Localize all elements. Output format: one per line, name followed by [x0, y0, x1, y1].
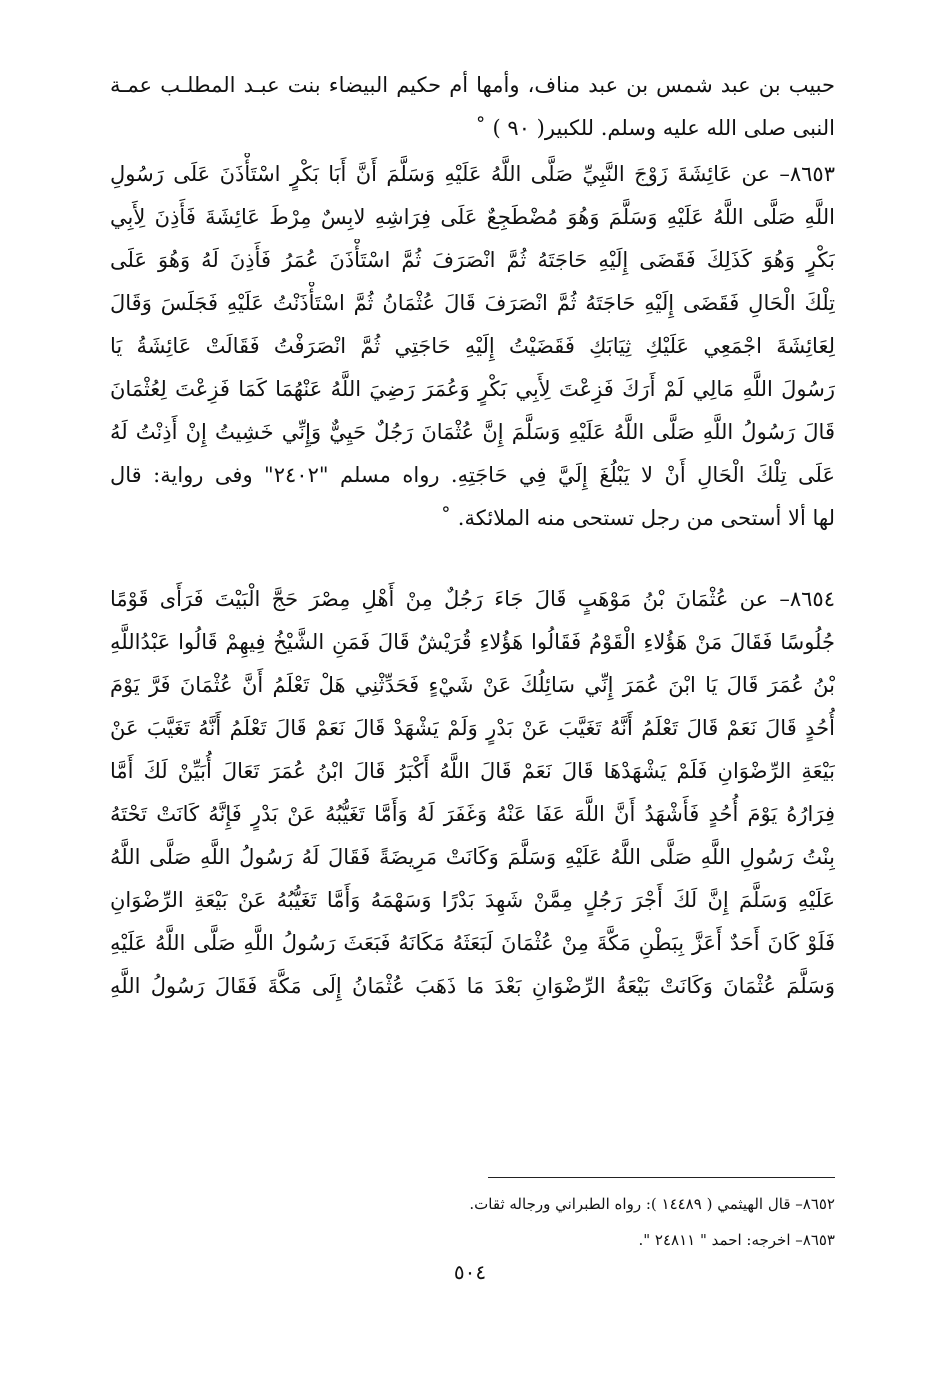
text-line: ٨٦٥٣– عن عَائِشَةَ زَوْجَ النَّبِيِّ صَلَّى اللَّهُ عَلَيْهِ وَسَلَّمَ أَنَّ أَبَا بَكْرٍ اسْتَأْذَنَ عَلَى رَسُولِ	[110, 162, 835, 186]
footnote: ٨٦٥٢– قال الهيثمي ( ١٤٤٨٩ ): رواه الطبراني ورجاله ثقات.	[469, 1195, 835, 1213]
text-line: فِرَارُهُ يَوْمَ أُحُدٍ فَأَشْهَدُ أَنَّ اللَّهَ عَفَا عَنْهُ وَغَفَرَ لَهُ وَأَمَّا تَغَيُّبُهُ عَنْ بَدْرٍ فَإِنَّهُ كَانَتْ تَحْتَهُ	[110, 802, 835, 826]
text-line: قَالَ رَسُولُ اللَّهِ صَلَّى اللَّهُ عَلَيْهِ وَسَلَّمَ إِنَّ عُثْمَانَ رَجُلٌ حَيِيٌّ وَإِنِّي خَشِيتُ إِنْ أَذِنْتُ لَهُ	[110, 420, 835, 444]
text-line: لها ألا أستحى من رجل تستحى منه الملائكة. ˚	[440, 506, 835, 530]
text-line: بِنْتُ رَسُولِ اللَّهِ صَلَّى اللَّهُ عَلَيْهِ وَسَلَّمَ وَكَانَتْ مَرِيضَةً فَقَالَ لَهُ رَسُولُ اللَّهِ صَلَّى اللَّهُ	[110, 845, 835, 869]
text-line: وَسَلَّمَ عُثْمَانَ وَكَانَتْ بَيْعَةُ الرِّضْوَانِ بَعْدَ مَا ذَهَبَ عُثْمَانُ إِلَى مَكَّةَ فَقَالَ رَسُولُ اللَّهِ	[110, 974, 835, 998]
text-line: عَلَيْهِ وَسَلَّمَ إِنَّ لَكَ أَجْرَ رَجُلٍ مِمَّنْ شَهِدَ بَدْرًا وَسَهْمَهُ وَأَمَّا تَغَيُّبُهُ عَنْ بَيْعَةِ الرِّضْوَانِ	[110, 888, 835, 912]
text-line: ٨٦٥٤– عن عُثْمَانَ بْنُ مَوْهَبٍ قَالَ جَاءَ رَجُلٌ مِنْ أَهْلِ مِصْرَ حَجَّ الْبَيْتَ فَرَأَى قَوْمًا	[110, 587, 835, 611]
text-line: عَلَى تِلْكَ الْحَالِ أَنْ لا يَبْلُغَ إِلَيَّ فِي حَاجَتِهِ. رواه مسلم "٢٤٠٢" وفى رواية: قال	[110, 463, 835, 487]
text-line: بْنُ عُمَرَ قَالَ يَا ابْنَ عُمَرَ إِنِّي سَائِلُكَ عَنْ شَيْءٍ فَحَدِّثْنِي هَلْ تَعْلَمُ أَنَّ عُثْمَانَ فَرَّ يَوْمَ	[110, 673, 835, 697]
footnotes	[110, 1186, 835, 1258]
text-line: رَسُولَ اللَّهِ مَالِي لَمْ أَرَكَ فَزِعْتَ لِأَبِي بَكْرٍ وَعُمَرَ رَضِيَ اللَّهُ عَنْهُمَا كَمَا فَزِعْتَ لِعُثْمَانَ	[110, 377, 835, 401]
text-line: تِلْكَ الْحَالِ فَقَضَى إِلَيْهِ حَاجَتَهُ ثُمَّ انْصَرَفَ قَالَ عُثْمَانُ ثُمَّ اسْتَأْذَنْتُ عَلَيْهِ فَجَلَسَ وَقَالَ	[110, 291, 835, 315]
hadith-8654	[110, 578, 835, 1008]
text-line: النبى صلى الله عليه وسلم. للكبير( ٩٠ ) ˚	[475, 116, 835, 140]
text-line: حبيب بن عبد شمس بن عبد مناف، وأمها أم حكيم البيضاء بنت عبـد المطلـب عمـة	[110, 73, 835, 97]
footnote: ٨٦٥٣– اخرجه: احمد " ٢٤٨١١ ".	[638, 1231, 835, 1249]
text-line: بَكْرٍ وَهُوَ كَذَلِكَ فَقَضَى إِلَيْهِ حَاجَتَهُ ثُمَّ انْصَرَفَ ثُمَّ اسْتَأْذَنَ عُمَرُ فَأَذِنَ لَهُ وَهُوَ عَلَى	[110, 248, 835, 272]
text-line: جُلُوسًا فَقَالَ مَنْ هَؤُلاءِ الْقَوْمُ فَقَالُوا هَؤُلاءِ قُرَيْشٌ قَالَ فَمَنِ الشَّيْخُ فِيهِمْ قَالُوا عَبْدُاللَّهِ	[110, 630, 835, 654]
text-line: فَلَوْ كَانَ أَحَدٌ أَعَزَّ بِبَطْنِ مَكَّةَ مِنْ عُثْمَانَ لَبَعَثَهُ مَكَانَهُ فَبَعَثَ رَسُولُ اللَّهِ صَلَّى اللَّهُ عَلَيْهِ	[110, 931, 835, 955]
footnote-divider	[488, 1177, 835, 1178]
text-line: بَيْعَةِ الرِّضْوَانِ فَلَمْ يَشْهَدْهَا قَالَ نَعَمْ قَالَ اللَّهُ أَكْبَرُ قَالَ ابْنُ عُمَرَ تَعَالَ أُبَيِّنْ لَكَ أَمَّا	[110, 759, 835, 783]
intro-paragraph	[110, 64, 835, 150]
text-line: اللَّهِ صَلَّى اللَّهُ عَلَيْهِ وَسَلَّمَ وَهُوَ مُضْطَجِعٌ عَلَى فِرَاشِهِ لابِسٌ مِرْطَ عَائِشَةَ فَأَذِنَ لِأَبِي	[110, 205, 835, 229]
text-line: لِعَائِشَةَ اجْمَعِي عَلَيْكِ ثِيَابَكِ فَقَضَيْتُ إِلَيْهِ حَاجَتِي ثُمَّ انْصَرَفْتُ فَقَالَتْ عَائِشَةُ يَا	[110, 334, 835, 358]
hadith-8653	[110, 153, 835, 540]
page-number: ٥٠٤	[453, 1260, 487, 1284]
text-line: أُحُدٍ قَالَ نَعَمْ قَالَ تَعْلَمُ أَنَّهُ تَغَيَّبَ عَنْ بَدْرٍ وَلَمْ يَشْهَدْ قَالَ نَعَمْ قَالَ تَعْلَمُ أَنَّهُ تَغَيَّبَ عَنْ	[110, 716, 835, 740]
